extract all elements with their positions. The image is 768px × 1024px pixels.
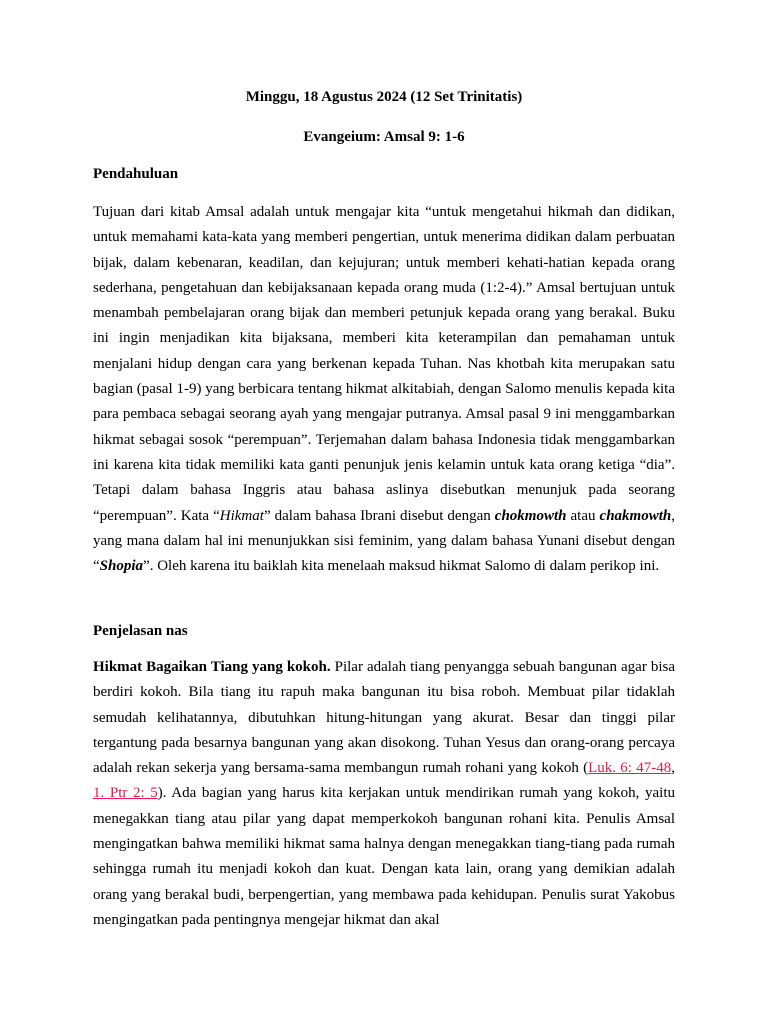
text-run: Pilar adalah tiang penyangga sebuah bangunan agar bisa berdiri kokoh. Bila tiang itu rapuh maka bangunan itu bisa roboh. Membuat pilar tidaklah semudah kelihatannya, dibutuhkan hitung-hitungan yang akurat. Besar dan tinggi pilar tergantung pada besarnya bangunan yang akan disokong. Tuhan Yesus dan orang-orang percaya adalah rekan sekerja yang bersama-sama membangun rumah rohani yang kokoh ( [93,659,675,777]
page-subtitle: Evangeium: Amsal 9: 1-6 [303,129,465,145]
text-run: ” dalam bahasa Ibrani disebut dengan [263,507,495,524]
section-heading-penjelasan: Penjelasan nas [93,623,188,639]
text-run: ). Ada bagian yang harus kita kerjakan untuk mendirikan rumah yang kokoh, yaitu menegakkan tiang atau pilar yang dapat memperkokoh bangunan rohani kita. Penulis Amsal mengingatkan bahwa memiliki hikmat sama halnya dengan menegakkan tiang-tiang pada rumah sehingga rumah itu menjadi kokoh dan kuat. Dengan kata lain, orang yang demikian adalah orang yang berakal budi, berpengertian, yang membawa pada kehidupan. Penulis surat Yakobus mengingatkan pada pentingnya mengejar hikmat dan akal [93,785,675,928]
text-run: , [671,760,675,777]
text-run: atau [566,507,600,524]
paragraph-lead: Hikmat Bagaikan Tiang yang kokoh. [93,659,331,675]
scripture-link-ptr[interactable]: 1. Ptr 2: 5 [93,785,158,802]
term-chakmowth: chakmowth [599,507,672,524]
paragraph-pendahuluan [93,200,675,579]
scripture-link-luk[interactable]: Luk. 6: 47-48 [588,760,672,777]
text-run: , yang mana dalam hal ini menunjukkan sisi feminim, yang dalam bahasa Yunani disebut dengan “ [93,507,675,575]
text-run: ”. Oleh karena itu baiklah kita menelaah maksud hikmat Salomo di dalam perikop ini. [143,558,660,575]
page-title: Minggu, 18 Agustus 2024 (12 Set Trinitatis) [245,89,523,105]
text-run: Tujuan dari kitab Amsal adalah untuk mengajar kita “untuk mengetahui hikmah dan didikan, untuk memahami kata-kata yang memberi pengertian, untuk menerima didikan dalam perbuatan bijak, dalam kebenaran, keadilan, dan kejujuran; untuk memberi kehati-hatian kepada orang sederhana, pengetahuan dan kebijaksanaan kepada orang muda (1:2-4).” Amsal bertujuan untuk menambah pembelajaran orang bijak dan memberi petunjuk kepada orang yang berakal. Buku ini ingin menjadikan kita bijaksana, memberi kita keterampilan dan pemahaman untuk menjalani hidup dengan cara yang berkenan kepada Tuhan. Nas khotbah kita merupakan satu bagian (pasal 1-9) yang berbicara tentang hikmat alkitabiah, dengan Salomo menulis kepada kita para pembaca sebagai seorang ayah yang mengajar putranya. Amsal pasal 9 ini menggambarkan hikmat sebagai sosok “perempuan”. Terjemahan dalam bahasa Indonesia tidak menggambarkan ini karena kita tidak memiliki kata ganti penunjuk jenis kelamin untuk kata orang ketiga “dia”. Tetapi dalam bahasa Inggris atau bahasa aslinya disebutkan menunjuk pada seorang “perempuan”. Kata “ [93,204,675,524]
term-shopia: Shopia [99,558,144,575]
italic-term-hikmat: Hikmat [219,507,264,524]
term-chokmowth: chokmowth [494,507,567,524]
section-heading-pendahuluan: Pendahuluan [93,166,179,182]
paragraph-penjelasan [93,655,675,933]
